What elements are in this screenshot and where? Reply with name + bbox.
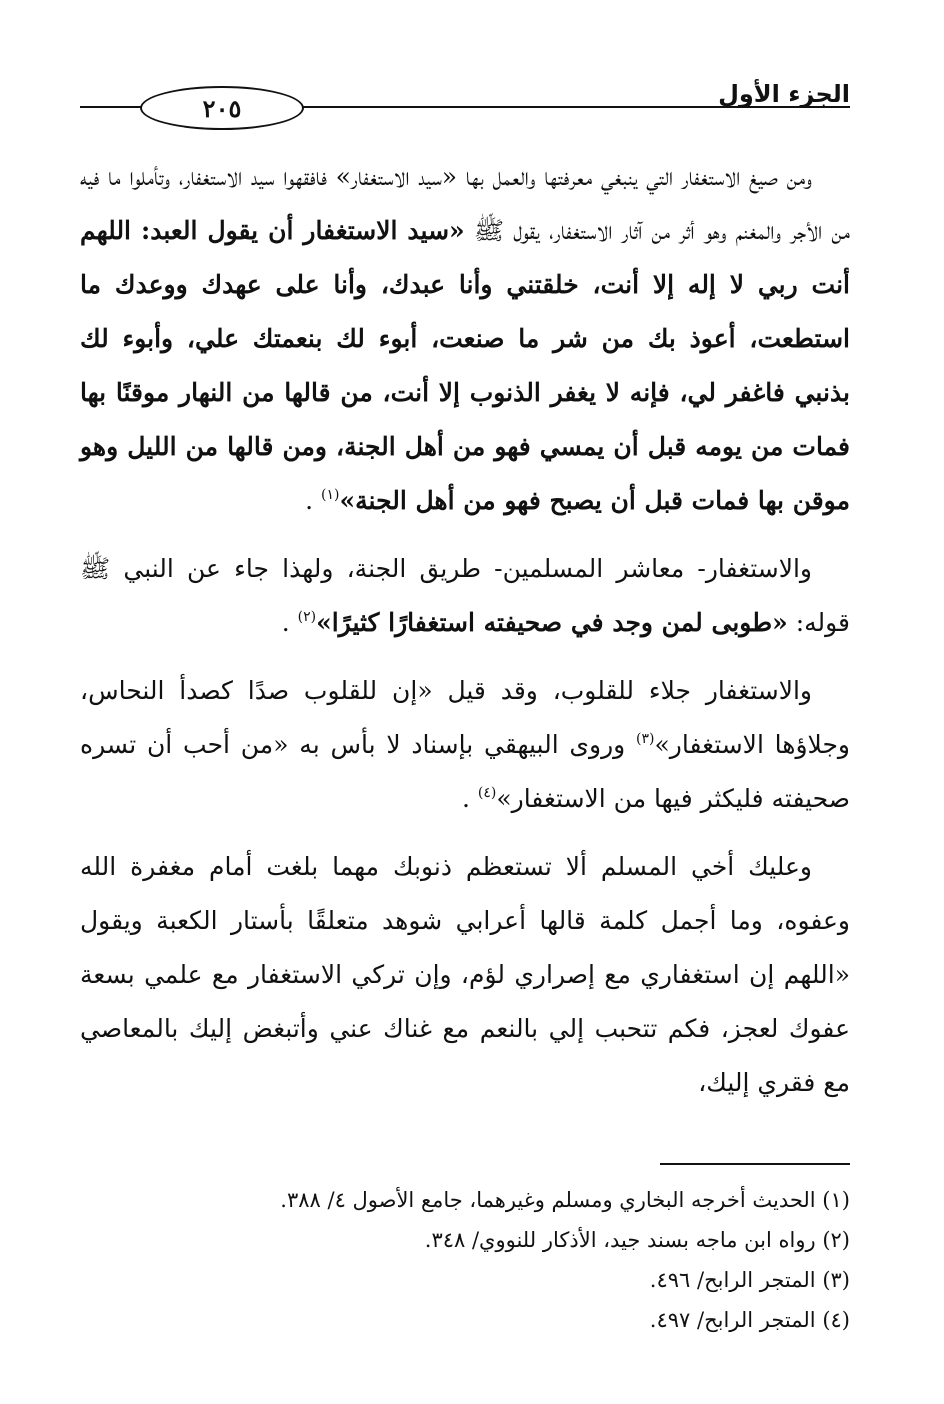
paragraph-3-bayhaqi: وروى البيهقي بإسناد لا بأس به «من أحب أن تسره صحيفته فليكثر فيها من الاستغفار» bbox=[80, 730, 850, 813]
footnote-3: (٣) المتجر الرابح/ ٤٩٦. bbox=[649, 1268, 850, 1292]
paragraph-1 bbox=[80, 150, 850, 528]
footnote-4: (٤) المتجر الرابح/ ٤٩٧. bbox=[649, 1308, 850, 1332]
footnote-ref-4: (٤) bbox=[477, 785, 497, 801]
paragraph-2-end: . bbox=[281, 608, 290, 637]
paragraph-3-intro: والاستغفار جلاء للقلوب، وقد قيل «إن للقلوب صدًا كصدأ النحاس، وجلاؤها الاستغفار» bbox=[80, 676, 850, 759]
footnote-separator bbox=[660, 1163, 850, 1165]
footnote-2: (٢) رواه ابن ماجه بسند جيد، الأذكار للنووي/ ٣٤٨. bbox=[424, 1228, 850, 1252]
page-header bbox=[80, 72, 850, 132]
paragraph-4: وعليك أخي المسلم ألا تستعظم ذنوبك مهما بلغت أمام مغفرة الله وعفوه، وما أجمل كلمة قالها أعرابي شوهد متعلقًا بأستار الكعبة ويقول «اللهم إن استغفاري مع إصراري لؤم، وإن تركي الاستغفار مع علمي بسعة عفوك لعجز، فكم تتحبب إلي بالنعم مع غناك عني وأتبغض إليك بالمعاصي مع فقري إليك، bbox=[80, 852, 850, 1097]
page-number-badge bbox=[140, 86, 304, 130]
footnote-ref-3: (٣) bbox=[636, 731, 655, 747]
paragraph-1-end: . bbox=[305, 486, 314, 515]
paragraph-1-intro: ومن صيغ الاستغفار التي ينبغي معرفتها والعمل بها «سيد الاستغفار» فافقهوا سيد الاستغفار، وتأملوا ما فيه من الأجر والمغنم وهو أثر من آثار الاستغفار، يقول ﷺ bbox=[80, 162, 851, 245]
paragraph-3 bbox=[80, 664, 850, 826]
footnote-ref-2: (٢) bbox=[297, 609, 317, 625]
footnotes bbox=[80, 1180, 850, 1340]
hadith-sayyid-al-istighfar: «سيد الاستغفار أن يقول العبد: اللهم أنت ربي لا إله إلا أنت، خلقتني وأنا عبدك، وأنا على عهدك ووعدك ما استطعت، أعوذ بك من شر ما صنعت، أبوء لك بنعمتك علي، وأبوء لك بذنبي فاغفر لي، فإنه لا يغفر الذنوب إلا أنت، من قالها من النهار موقنًا بها فمات من يومه قبل أن يمسي فهو من أهل الجنة، ومن قالها من الليل وهو موقن بها فمات قبل أن يصبح فهو من أهل الجنة» bbox=[80, 216, 850, 515]
page-number: ٢٠٥ bbox=[202, 93, 242, 123]
section-title: الجزء الأول bbox=[718, 80, 850, 108]
main-text bbox=[80, 150, 850, 1124]
paragraph-2-intro: والاستغفار- معاشر المسلمين- طريق الجنة، ولهذا جاء عن النبي ﷺ قوله: bbox=[80, 554, 850, 637]
footnote-ref-1: (١) bbox=[321, 487, 340, 503]
hadith-tuba: «طوبى لمن وجد في صحيفته استغفارًا كثيرًا» bbox=[316, 608, 788, 637]
footnote-1: (١) الحديث أخرجه البخاري ومسلم وغيرهما، جامع الأصول ٤/ ٣٨٨. bbox=[280, 1188, 850, 1212]
paragraph-3-end: . bbox=[461, 784, 470, 813]
paragraph-2 bbox=[80, 542, 850, 650]
